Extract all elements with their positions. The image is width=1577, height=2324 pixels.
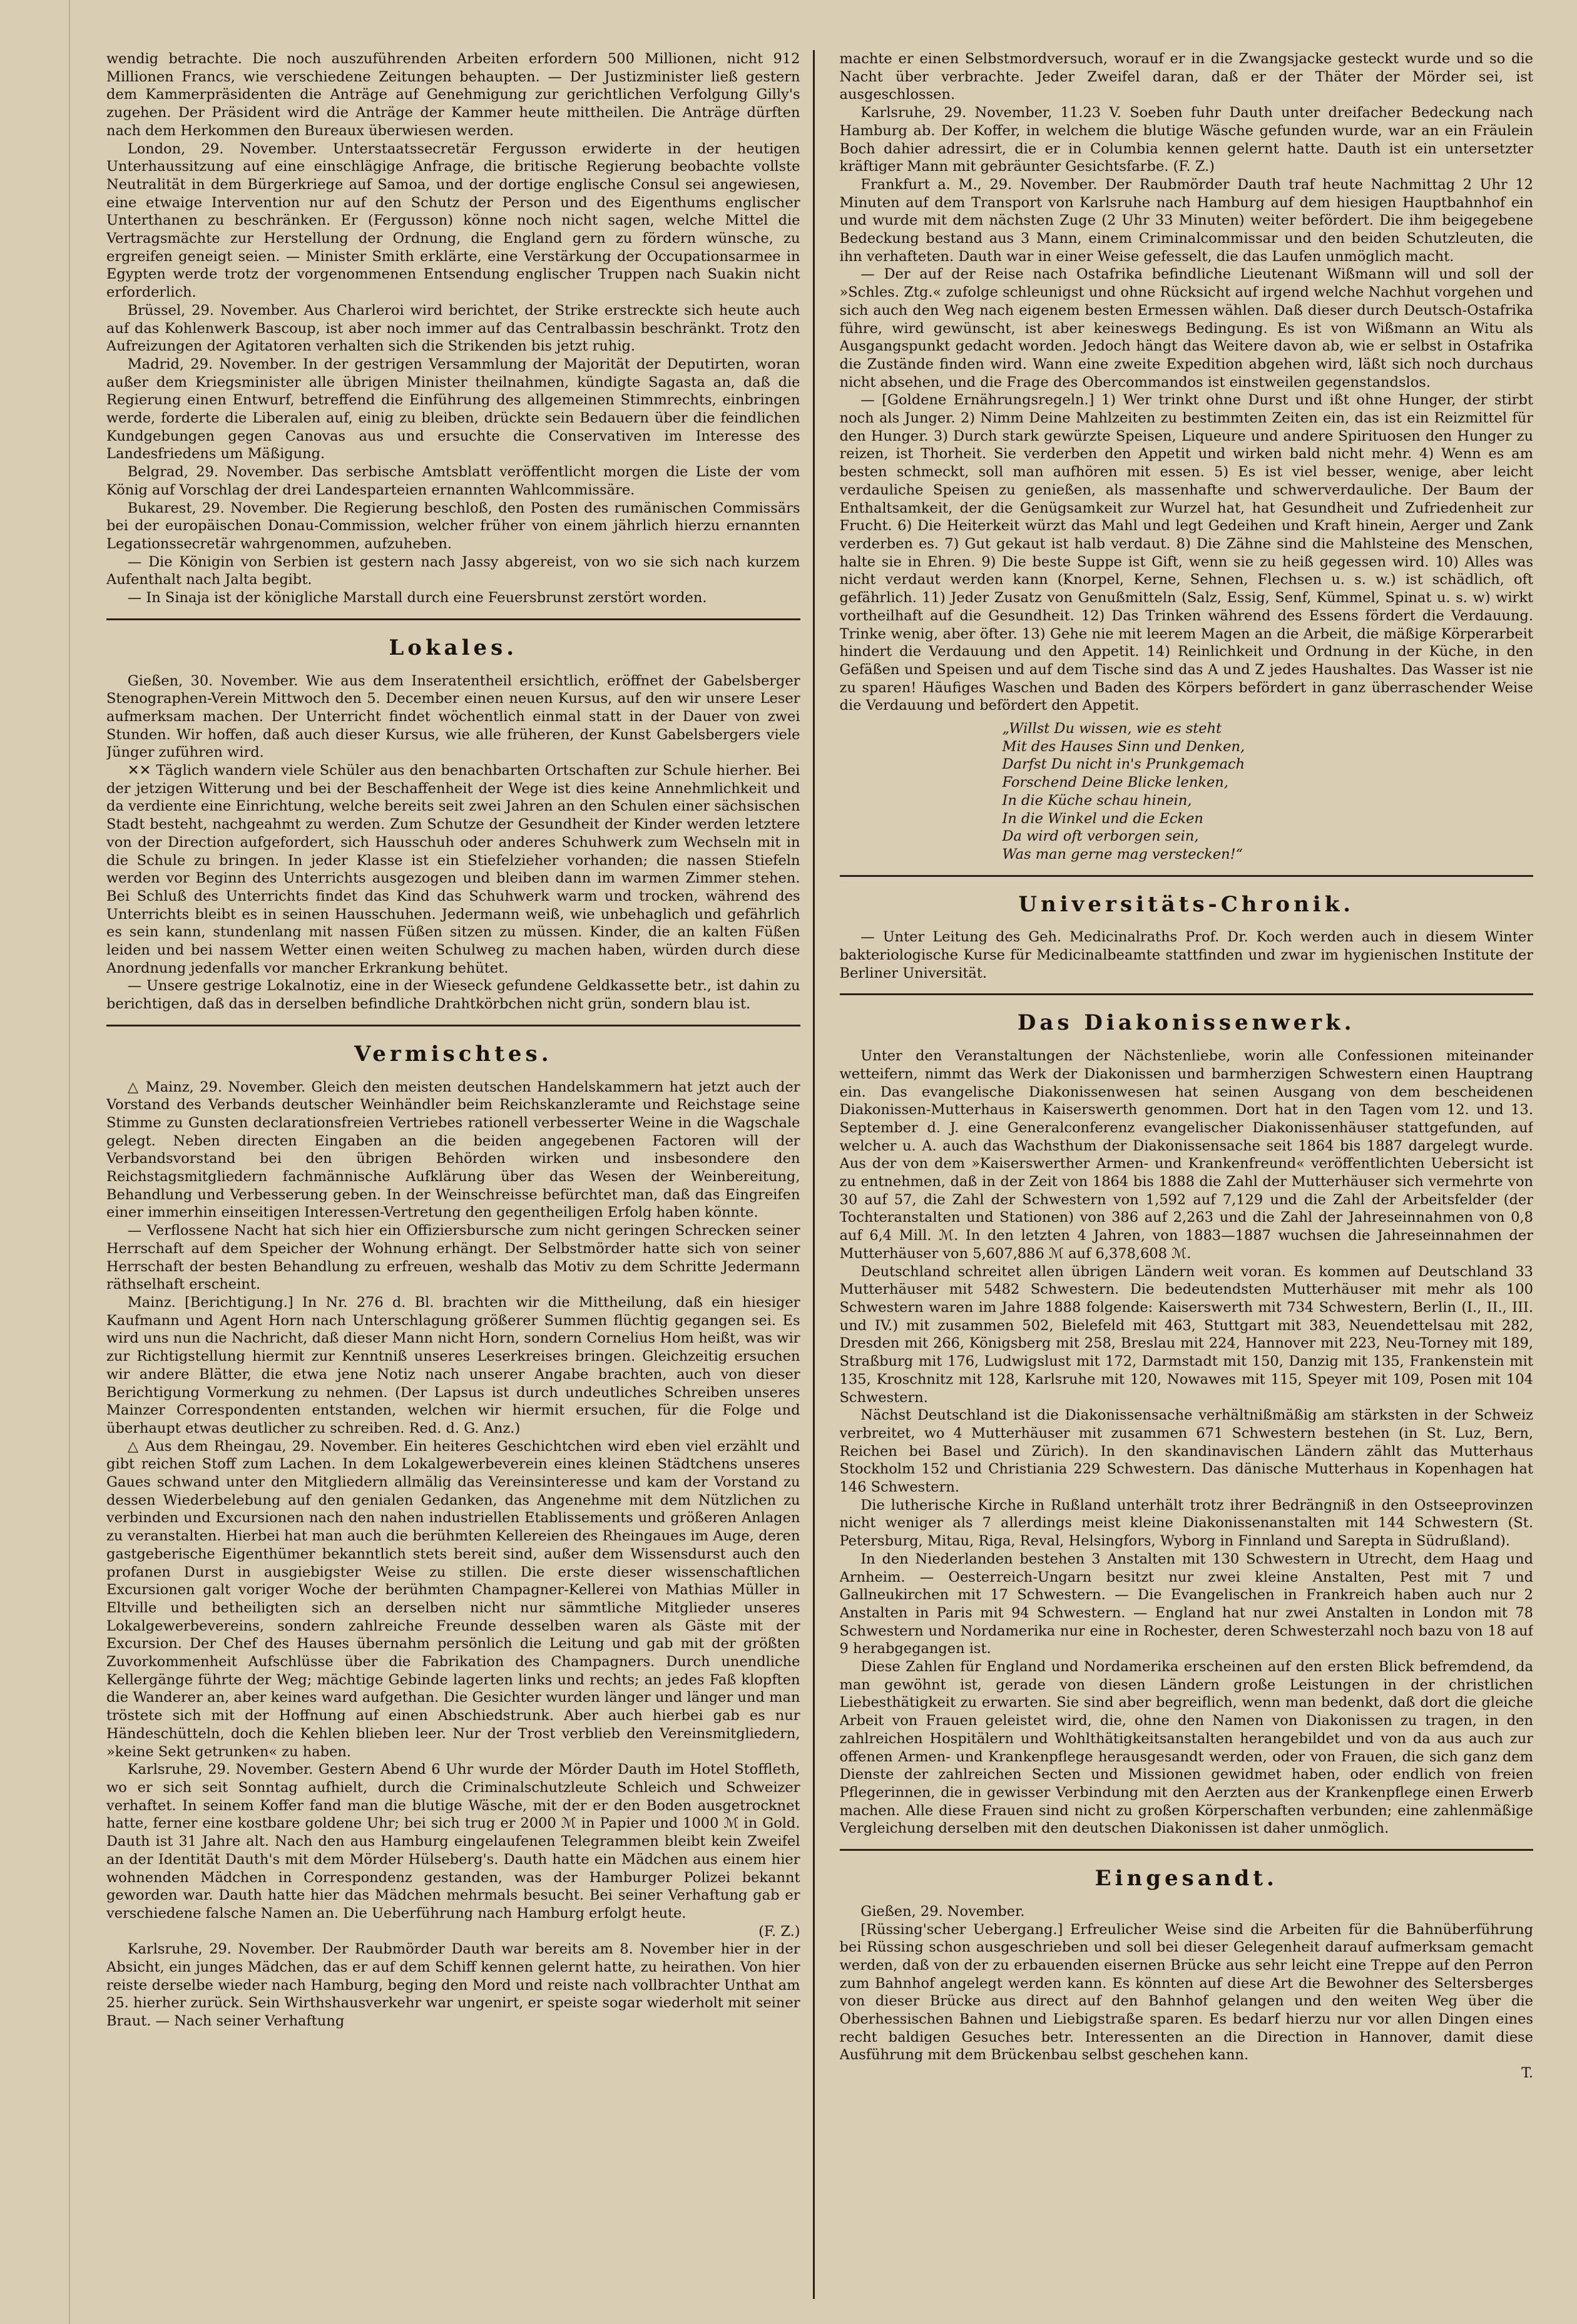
lokales-section	[106, 672, 800, 1013]
section-heading-vermischtes: Vermischtes.	[354, 1041, 553, 1067]
section-rule	[106, 618, 800, 620]
diakonissen-paragraph: Nächst Deutschland ist die Diakonissensache verhältnißmäßig am stärksten in der Schweiz verbreitet, wo 4 Mutterhäuser mit zusammen 671 Schwestern bestehen (in St. Luz, Bern, Reichen bei Basel und Zürich). In den skandinavischen Ländern zählt das Mutterhaus Stockholm 152 und Christiania 229 Schwestern. Das dänische Mutterhaus in Kopenhagen hat 146 Schwestern.	[839, 1407, 1533, 1496]
vermischtes-paragraph: — Verflossene Nacht hat sich hier ein Offiziersbursche zum nicht geringen Schrecken seiner Herrschaft auf dem Speicher der Wohnung erhängt. Der Selbstmörder hatte sich von seiner Herrschaft der besten Behandlung zu erfreuen, weshalb das Motiv zu dem Schritte Jedermann räthselhaft erscheint.	[106, 1222, 800, 1293]
source-attribution: (F. Z.)	[758, 1923, 800, 1940]
vermischtes-paragraph: Mainz. [Berichtigung.] In Nr. 276 d. Bl. brachten wir die Mittheilung, daß ein hiesiger Kaufmann und Agent Horn nach Unterschlagung größerer Summen flüchtig gegangen sei. Es wird uns nun die Nachricht, daß dieser Mann nicht Horn, sondern Cornelius Hom heißt, was wir zur Richtigstellung hiermit zur Kenntniß unseres Leserkreises bringen. Gleichzeitig ersuchen wir andere Blätter, die etwa jene Notiz nach unserer Angabe brachten, auch von dieser Berichtigung Vormerkung zu nehmen. (Der Lapsus ist durch undeutliches Schreiben unseres Mainzer Correspondenten entstanden, welchen wir hiermit ersuchen, für die Folge und überhaupt etwas deutlicher zu schreiben. Red. d. G. Anz.)	[106, 1294, 800, 1436]
news-paragraph: — [Goldene Ernährungsregeln.] 1) Wer trinkt ohne Durst und ißt ohne Hunger, der stirbt noch als Junger. 2) Nimm Deine Mahlzeiten zu bestimmten Zeiten ein, das ist ein Reizmittel für den Hunger. 3) Durch stark gewürzte Speisen, Liqueure und andere Spirituosen den Hunger zu reizen, ist Thorheit. Sie verderben den Appetit und wirken bald nicht mehr. 4) Wenn es am besten schmeckt, soll man aufhören mit essen. 5) Es ist viel besser, wenige, aber leicht verdauliche Speisen zu genießen, als massenhafte und schwerverdauliche. Der Baum der Enthaltsamkeit, der die Genügsamkeit zur Wurzel hat, hat Gesundheit und Zufriedenheit zur Frucht. 6) Die Heiterkeit würzt das Mahl und legt Gedeihen und Kraft hinein, Aerger und Zank verderben es. 7) Gut gekaut ist halb verdaut. 8) Die Zähne sind die Mahlsteine des Menschen, halte sie in Ehren. 9) Die beste Suppe ist Gift, wenn sie zu heiß gegessen wird. 10) Alles was nicht verdaut werden kann (Knorpel, Kerne, Sehnen, Flechsen u. s. w.) ist schädlich, oft gefährlich. 11) Jeder Zusatz von Genußmitteln (Salz, Essig, Senf, Kümmel, Spinat u. s. w) wirkt vortheilhaft auf die Gesundheit. 12) Das Trinken während des Essens fördert die Verdauung. Trinke wenig, aber öfter. 13) Gehe nie mit leerem Magen an die Arbeit, die mäßige Körperarbeit hindert die Verdauung und den Appetit. 14) Reinlichkeit und Ordnung in der Küche, in den Gefäßen und Speisen und auf dem Tische sind das A und Z jedes Haushaltes. Das Wasser ist nie zu sparen! Häufiges Waschen und Baden des Körpers befördert in ganz überraschender Weise die Verdauung und befördert den Appetit.	[839, 392, 1533, 714]
left-news-section	[106, 50, 800, 607]
vermischtes-section	[106, 1078, 800, 2030]
eingesandt-signature: T.	[1521, 2065, 1533, 2082]
news-paragraph: Bukarest, 29. November. Die Regierung beschloß, den Posten des rumänischen Commissärs bei der europäischen Donau-Commission, welcher früher von einem jährlich hierzu ernannten Legationssecretär wahrgenommen, aufzuheben.	[106, 499, 800, 552]
vermischtes-paragraph: Karlsruhe, 29. November. Der Raubmörder Dauth war bereits am 8. November hier in der Absicht, ein junges Mädchen, das er auf dem Schiff kennen gelernt hatte, zu heirathen. Von hier reiste derselbe wieder nach Hamburg, beging den Mord und reiste nach vollbrachter Unthat am 25. hierher zurück. Sein Wirthshausverkehr war ungenirt, er speiste sogar wiederholt mit seiner Braut. — Nach seiner Verhaftung	[106, 1941, 800, 2030]
section-heading-diakonissen: Das Diakonissenwerk.	[1017, 1010, 1355, 1036]
poem-line: Was man gerne mag verstecken!“	[1002, 846, 1243, 863]
poem-line: Mit des Hauses Sinn und Denken,	[1002, 738, 1245, 755]
section-rule	[840, 993, 1534, 995]
vermischtes-paragraph: △ Aus dem Rheingau, 29. November. Ein heiteres Geschichtchen wird eben viel erzählt und gibt reichen Stoff zum Lachen. In dem Lokalgewerbeverein eines kleinen Städtchens unseres Gaues schwand unter den Mitgliedern allmälig das Vereinsinteresse und kam der Vorstand zu dessen Wiederbelebung auf den genialen Gedanken, das Angenehme mit dem Nützlichen zu verbinden und Excursionen nach den nahen industriellen Etablissements und größeren Anlagen zu veranstalten. Hierbei hat man auch die berühmten Kellereien des Rheingaues im Auge, deren gastgeberische Eigenthümer bekanntlich stets bereit sind, außer dem Wissensdurst auch den profanen Durst in ausgiebigster Weise zu stillen. Die erste dieser wissenschaftlichen Excursionen galt voriger Woche der berühmten Champagner-Kellerei von Mathias Müller in Eltville und betheiligten sich an derselben nicht nur sämmtliche Mitglieder unseres Lokalgewerbevereins, sondern zahlreiche Freunde desselben waren als Gäste mit der Excursion. Der Chef des Hauses übernahm persönlich die Leitung und gab mit der größten Zuvorkommenheit Aufschlüsse über die Fabrikation des Champagners. Durch unendliche Kellergänge führte der Weg; mächtige Gebinde lagerten links und rechts; an jedes Faß klopften die Wanderer an, aber keines ward aufgethan. Die Gesichter wurden länger und länger und man tröstete sich mit der Hoffnung auf einen Abschiedstrunk. Aber auch hierbei gab es nur Händeschütteln, doch die Kehlen blieben leer. Nur der Trost verblieb den Vereinsmitgliedern, »keine Sekt getrunken« zu haben.	[106, 1438, 800, 1760]
news-paragraph: London, 29. November. Unterstaatssecretär Fergusson erwiderte in der heutigen Unterhaussitzung auf eine einschlägige Anfrage, die britische Regierung beobachte vollste Neutralität in dem Bürgerkriege auf Samoa, und der dortige englische Consul sei angewiesen, eine etwaige Intervention nur auf den Schutz der Person und des Eigenthums englischer Unterthanen zu beschränken. Er (Fergusson) könne noch nicht sagen, welche Mittel die Vertragsmächte zur Herstellung der Ordnung, die England gern zu fördern wünsche, zu ergreifen geneigt seien. — Minister Smith erklärte, eine Verstärkung der Occupationsarmee in Egypten werde trotz der vorgenommenen Entsendung englischer Truppen nach Suakin nicht erforderlich.	[106, 140, 800, 301]
poem-line: In die Winkel und die Ecken	[1002, 810, 1203, 827]
diakonissen-paragraph: Diese Zahlen für England und Nordamerika erscheinen auf den ersten Blick befremdend, da man gewöhnt ist, gerade von diesen Ländern große Leistungen in der christlichen Liebesthätigkeit zu erwarten. Sie sind aber begreiflich, wenn man bedenkt, daß dort die gleiche Arbeit von Frauen geleistet wird, die, ohne den Namen von Diakonissen zu tragen, in den zahlreichen Hospitälern und Wohlthätigkeitsanstalten herangebildet und von da aus auch zur offenen Armen- und Krankenpflege herausgesandt werden, oder von Frauen, die sich ganz dem Dienste der zahlreichen Secten und Missionen gewidmet haben, oder endlich von freien Pflegerinnen, die in gewisser Verbindung mit den Aerzten aus der Krankenpflege einen Erwerb machen. Alle diese Frauen sind nicht zu großen Körperschaften verbunden; eine zahlenmäßige Vergleichung derselben mit den deutschen Diakonissen ist daher unmöglich.	[839, 1659, 1533, 1837]
section-heading-lokales: Lokales.	[389, 635, 518, 660]
poem-block	[1003, 720, 1534, 864]
news-paragraph: Brüssel, 29. November. Aus Charleroi wird berichtet, der Strike erstreckte sich heute auch auf das Kohlenwerk Bascoup, ist aber noch immer auf das Centralbassin beschränkt. Trotz den Aufreizungen der Agitatoren verhalten sich die Strikenden bis jetzt ruhig.	[106, 302, 800, 355]
eingesandt-dateline: Gießen, 29. November.	[860, 1903, 1025, 1920]
news-paragraph: — Der auf der Reise nach Ostafrika befindliche Lieutenant Wißmann will und soll der »Schles. Ztg.« zufolge schleunigst und ohne Rücksicht auf irgend welche Nachhut vorgehen und sich auch den Weg nach eigenem besten Ermessen wählen. Daß dieser durch Deutsch-Ostafrika führe, wird gewünscht, ist aber keineswegs Bedingung. Es ist von Wißmann an Witu als Ausgangspunkt gedacht worden. Jedoch hängt das Weitere davon ab, wie er selbst in Ostafrika die Zustände finden wird. Wann eine zweite Expedition abgehen wird, läßt sich noch durchaus nicht absehen, und die Frage des Obercommandos ist einstweilen gegenstandslos.	[839, 266, 1533, 391]
right-column	[840, 50, 1534, 2299]
eingesandt-paragraph: [Rüssing'scher Uebergang.] Erfreulicher Weise sind die Arbeiten für die Bahnüberführung bei Rüssing schon ausgeschrieben und soll bei dieser Gelegenheit darauf aufmerksam gemacht werden, daß von der zu erbauenden eisernen Brücke aus sehr leicht eine Treppe auf den Perron zum Bahnhof angelegt werden kann. Es könnten auf diese Art die Bewohner des Seltersberges von dieser Brücke aus direct auf den Bahnhof gelangen und den weiten Weg über die Oberhessischen Bahnen und Liebigstraße sparen. Es bedarf hierzu nur vor allen Dingen eines recht baldigen Gesuches betr. Interessenten an die Direction in Hannover, damit diese Ausführung mit dem Brückenbau selbst geschehen kann.	[839, 1921, 1533, 2064]
diakonissen-paragraph: Unter den Veranstaltungen der Nächstenliebe, worin alle Confessionen miteinander wetteifern, nimmt das Werk der Diakonissen und barmherzigen Schwestern einen Hauptrang ein. Das evangelische Diakonissenwesen hat seinen Ausgang von dem bescheidenen Diakonissen-Mutterhaus in Kaiserswerth genommen. Dort hat in den Tagen vom 12. und 13. September d. J. eine Generalconferenz evangelischer Diakonissenhäuser stattgefunden, auf welcher u. A. auch das Wachsthum der Diakonissensache seit 1864 bis 1887 dargelegt wurde. Aus der von dem »Kaiserswerther Armen- und Krankenfreund« veröffentlichten Uebersicht ist zu entnehmen, daß in der Zeit von 1864 bis 1888 die Zahl der Mutterhäuser sich vermehrte von 30 auf 57, die Zahl der Schwestern von 1,592 auf 7,129 und die Zahl der Arbeitsfelder (der Tochteranstalten und Stationen) von 386 auf 2,263 und die Zahl der Jahreseinnahmen von 0,8 auf 6,4 Mill. ℳ. In den letzten 4 Jahren, von 1883—1887 wuchsen die Jahreseinnahmen der Mutterhäuser von 5,607,886 ℳ auf 6,378,608 ℳ.	[839, 1048, 1533, 1262]
column-container	[106, 50, 1533, 2299]
eingesandt-section	[840, 1903, 1534, 2082]
poem-line: Da wird oft verborgen sein,	[1002, 828, 1199, 845]
news-paragraph: Belgrad, 29. November. Das serbische Amtsblatt veröffentlicht morgen die Liste der vom König auf Vorschlag der drei Landesparteien ernannten Wahlcommissäre.	[106, 464, 800, 498]
diakonissen-paragraph: Die lutherische Kirche in Rußland unterhält trotz ihrer Bedrängniß in den Ostseeprovinzen nicht weniger als 7 allerdings meist kleine Diakonissenanstalten mit 144 Schwestern (St. Petersburg, Mitau, Riga, Reval, Helsingfors, Wyborg in Finnland und Sarepta in Südrußland).	[839, 1497, 1533, 1550]
section-rule	[840, 875, 1534, 877]
section-rule	[106, 1025, 800, 1026]
news-paragraph: Madrid, 29. November. In der gestrigen Versammlung der Majorität der Deputirten, woran außer dem Kriegsminister alle übrigen Minister theilnahmen, kündigte Sagasta an, daß die Regierung einen Entwurf, betreffend die Einführung des allgemeinen Stimmrechts, einbringen werde, forderte die Liberalen auf, einig zu bleiben, drückte sein Bedauern über die feindlichen Kundgebungen gegen Canovas aus und ersuchte die Conservativen im Interesse des Landesfriedens um Mäßigung.	[106, 356, 800, 463]
chronik-section	[840, 928, 1534, 982]
poem-line: In die Küche schau hinein,	[1002, 792, 1192, 809]
diakonissen-paragraph: In den Niederlanden bestehen 3 Anstalten mit 130 Schwestern in Utrecht, dem Haag und Arnheim. — Oesterreich-Ungarn besitzt nur zwei kleine Anstalten, Pest mit 7 und Gallneukirchen mit 17 Schwestern. — Die Evangelischen in Frankreich haben auch nur 2 Anstalten in Paris mit 94 Schwestern. — England hat nur zwei Anstalten in London mit 78 Schwestern und Nordamerika nur eine in Rochester, deren Schwesterzahl noch bazu von 18 auf 9 herabgegangen ist.	[839, 1550, 1533, 1657]
vermischtes-paragraph: Karlsruhe, 29. November. Gestern Abend 6 Uhr wurde der Mörder Dauth im Hotel Stoffleth, wo er sich seit Sonntag aufhielt, durch die Criminalschutzleute Schleich und Schweizer verhaftet. In seinem Koffer fand man die blutige Wäsche, mit der er den Boden ausgetrocknet hatte, ferner eine kostbare goldene Uhr; bei sich trug er 2000 ℳ in Papier und 1000 ℳ in Gold. Dauth ist 31 Jahre alt. Nach den aus Hamburg eingelaufenen Telegrammen bleibt kein Zweifel an der Identität Dauth's mit dem Mörder Hülseberg's. Dauth hatte ein Mädchen aus einem hier wohnenden Mädchen in Correspondenz gestanden, was der Hamburger Polizei bekannt geworden war. Dauth hatte hier das Mädchen mehrmals besucht. Bei seiner Verhaftung gab er verschiedene falsche Namen an. Die Ueberführung nach Hamburg erfolgt heute.	[106, 1761, 800, 1922]
section-heading-chronik: Universitäts-Chronik.	[1018, 891, 1355, 917]
news-paragraph: machte er einen Selbstmordversuch, worauf er in die Zwangsjacke gesteckt wurde und so die Nacht über verbrachte. Jeder Zweifel daran, daß er der Thäter der Mörder sei, ist ausgeschlossen.	[839, 51, 1533, 103]
right-news-section	[840, 50, 1534, 715]
lokales-paragraph: — Unsere gestrige Lokalnotiz, eine in der Wieseck gefundene Geldkassette betr., ist dahin zu berichtigen, daß das in derselben befindliche Drahtkörbchen nicht grün, sondern blau ist.	[106, 978, 800, 1013]
left-column	[106, 50, 815, 2299]
news-paragraph: — Die Königin von Serbien ist gestern nach Jassy abgereist, von wo sie sich nach kurzem Aufenthalt nach Jalta begibt.	[106, 553, 800, 588]
diakonissen-section	[840, 1047, 1534, 1838]
poem-line: Darfst Du nicht in's Prunkgemach	[1002, 756, 1245, 773]
chronik-paragraph: — Unter Leitung des Geh. Medicinalraths Prof. Dr. Koch werden auch in diesem Winter bakteriologische Kurse für Medicinalbeamte stattfinden und zwar im hygienischen Institute der Berliner Universität.	[839, 929, 1533, 981]
news-paragraph: Karlsruhe, 29. November, 11.23 V. Soeben fuhr Dauth unter dreifacher Bedeckung nach Hamburg ab. Der Koffer, in welchem die blutige Wäsche gefunden wurde, war an ein Fräulein Boch dahier adressirt, die er in Columbia kennen gelernt hatte. Dauth ist ein untersetzter kräftiger Mann mit gebräunter Gesichtsfarbe. (F. Z.)	[839, 105, 1533, 175]
poem-line: „Willst Du wissen, wie es steht	[1002, 720, 1222, 737]
news-paragraph: wendig betrachte. Die noch auszuführenden Arbeiten erfordern 500 Millionen, nicht 912 Millionen Francs, wie verschiedene Zeitungen behaupten. — Der Justizminister ließ gestern dem Kammerpräsidenten die Anträge auf Genehmigung zur gerichtlichen Verfolgung Gilly's zugehen. Der Präsident wird die Anträge der Kammer heute mittheilen. Die Anträge dürften nach dem Herkommen den Bureaux überwiesen werden.	[106, 51, 800, 139]
poem-line: Forschend Deine Blicke lenken,	[1002, 774, 1228, 791]
news-paragraph: Frankfurt a. M., 29. November. Der Raubmörder Dauth traf heute Nachmittag 2 Uhr 12 Minuten auf dem Transport von Karlsruhe nach Hamburg auf dem hiesigen Hauptbahnhof ein und wurde mit dem nächsten Zuge (2 Uhr 33 Minuten) weiter befördert. Die ihm beigegebene Bedeckung bestand aus 3 Mann, einem Criminalcommissar und den beiden Schutzleuten, die ihn verhafteten. Dauth war in einer Weise gefesselt, die das Laufen unmöglich macht.	[839, 176, 1533, 265]
vermischtes-paragraph: △ Mainz, 29. November. Gleich den meisten deutschen Handelskammern hat jetzt auch der Vorstand des Verbands deutscher Weinhändler beim Reichskanzleramte und Reichstage seine Stimme zu Gunsten declarationsfreien Vertriebes rationell verbesserter Weine in die Wagschale gelegt. Neben directen Eingaben an die beiden angegebenen Factoren will der Verbandsvorstand bei den übrigen Behörden wirken und insbesondere den Reichstagsmitgliedern fachmännische Aufklärung über das Wesen der Weinbereitung, Behandlung und Verbesserung geben. In der Weinschreisse befürchtet man, daß das Eingreifen einer immerhin einseitigen Interessen-Vertretung den gegentheiligen Erfolg haben könnte.	[106, 1078, 800, 1221]
lokales-paragraph: Gießen, 30. November. Wie aus dem Inseratentheil ersichtlich, eröffnet der Gabelsberger Stenographen-Verein Mittwoch den 5. December einen neuen Kursus, auf den wir unsere Leser aufmerksam machen. Der Unterricht findet wöchentlich einmal statt in der Dauer von zwei Stunden. Wir hoffen, daß auch dieser Kursus, wie alle früheren, der Kunst Gabelsbergers viele Jünger zuführen wird.	[106, 672, 800, 761]
diakonissen-paragraph: Deutschland schreitet allen übrigen Ländern weit voran. Es kommen auf Deutschland 33 Mutterhäuser mit 5482 Schwestern. Die bedeutendsten Mutterhäuser mit mehr als 100 Schwestern waren im Jahre 1888 folgende: Kaiserswerth mit 734 Schwestern, Berlin (I., II., III. und IV.) mit zusammen 502, Bielefeld mit 463, Stuttgart mit 383, Neuendettelsau mit 282, Dresden mit 266, Königsberg mit 258, Breslau mit 224, Hannover mit 223, Neu-Torney mit 189, Straßburg mit 176, Ludwigslust mit 172, Darmstadt mit 150, Danzig mit 135, Frankenstein mit 135, Kroschnitz mit 128, Karlsruhe mit 120, Nowawes mit 115, Speyer mit 109, Posen mit 104 Schwestern.	[839, 1263, 1533, 1406]
section-heading-eingesandt: Eingesandt.	[1095, 1866, 1278, 1891]
section-rule	[840, 1849, 1534, 1851]
lokales-paragraph: ✕✕ Täglich wandern viele Schüler aus den benachbarten Ortschaften zur Schule hierher. Bei der jetzigen Witterung und bei der Beschaffenheit der Wege ist dies keine Annehmlichkeit und da verdiente eine Einrichtung, welche bereits seit zwei Jahren an den Schulen einer sächsischen Stadt besteht, nachgeahmt zu werden. Zum Schutze der Gesundheit der Kinder werden letztere von der Direction aufgefordert, sich Hausschuh oder anderes Schuhwerk zum Wechseln mit in die Schule zu bringen. In jeder Klasse ist ein Stiefelzieher vorhanden; die nassen Stiefeln werden vor Beginn des Unterrichts ausgezogen und bleiben dann im warmen Zimmer stehen. Bei Schluß des Unterrichts findet das Kind das Schuhwerk warm und trocken, während des Unterrichts bleibt es in seinen Hausschuhen. Jedermann weiß, wie unbehaglich und gefährlich es sein kann, stundenlang mit nassen Füßen sitzen zu müssen. Kinder, die an kalten Füßen leiden und bei nassem Wetter einen weiten Schulweg zu machen haben, würden durch diese Anordnung jedenfalls vor mancher Erkrankung behütet.	[106, 762, 800, 976]
news-paragraph: — In Sinaja ist der königliche Marstall durch eine Feuersbrunst zerstört worden.	[127, 590, 707, 607]
